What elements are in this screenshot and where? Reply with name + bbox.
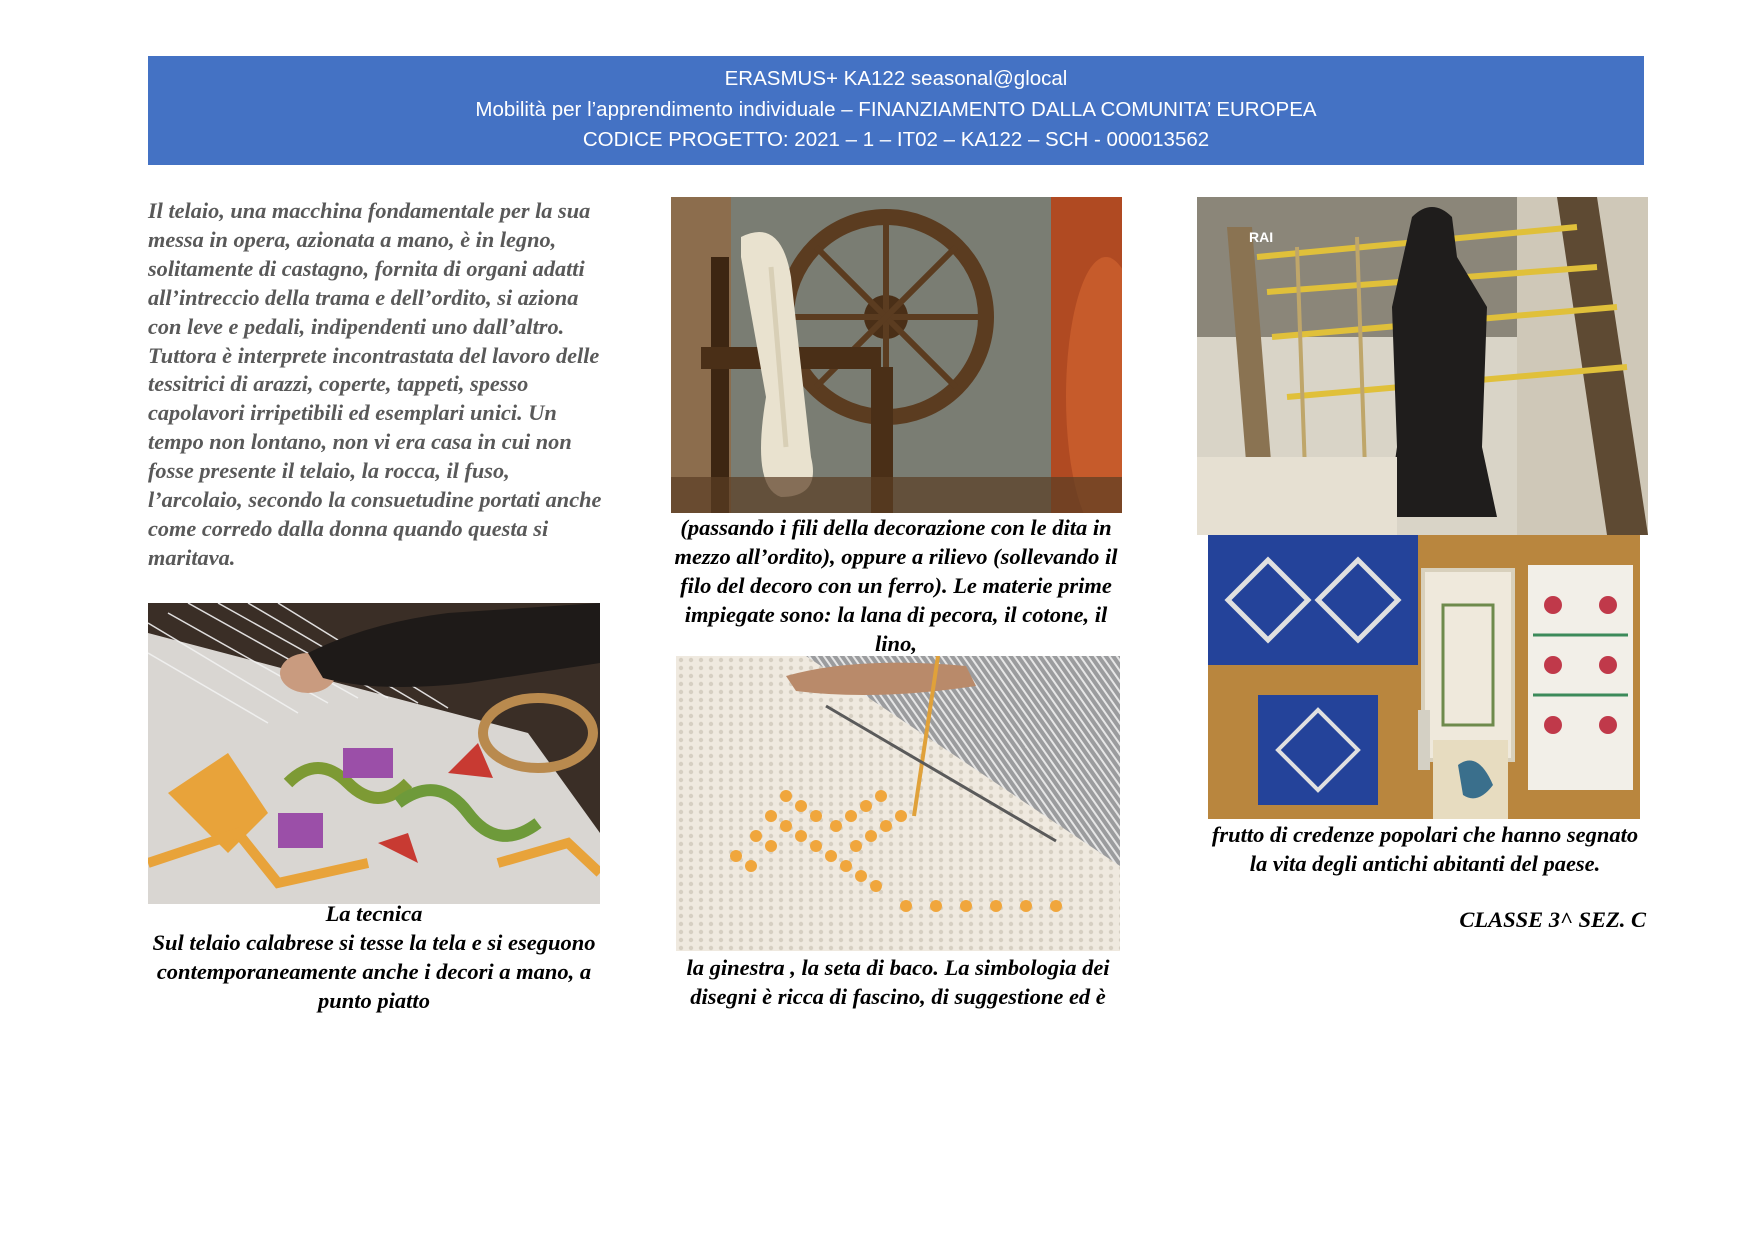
intro-paragraph: Il telaio, una macchina fondamentale per la sua messa in opera, azionata a mano, è in legno, solitamente di castagno, fornita di organi adatti all’intreccio della trama e dell’ordito, si aziona con leve e pedali, indipendenti uno dall’altro. Tuttora è interprete incontrastata del lavoro delle tessitrici di arazzi, coperte, tappeti, spesso capolavori irripetibili ed esemplari unici. Un tempo non lontano, non vi era casa in cui non fosse presente il telaio, la rocca, il fuso, l’arcolaio, secondo la consuetudine portati anche come corredo dalla donna quando questa si maritava.: [148, 198, 602, 570]
project-header: [148, 56, 1644, 165]
tecnica-title: La tecnica: [325, 901, 423, 926]
middle-top-paragraph: (passando i fili della decorazione con le dita in mezzo all’ordito), oppure a rilievo (sollevando il filo del decoro con un ferro). Le materie prime impiegate sono: la lana di pecora, il cotone, il lino,: [674, 515, 1118, 656]
tecnica-paragraph: Sul telaio calabrese si tesse la tela e si eseguono contemporaneamente anche i decori a mano, a punto piatto: [152, 930, 596, 1013]
orange-pattern-weaving-photo: [676, 656, 1120, 951]
tv-logo: RAI: [1249, 229, 1274, 245]
loom-weaver-photo: [1197, 197, 1648, 535]
header-line-3: CODICE PROGETTO: 2021 – 1 – IT02 – KA122 – SCH - 000013562: [582, 128, 1210, 151]
header-line-2: Mobilità per l’apprendimento individuale – FINANZIAMENTO DALLA COMUNITA’ EUROPEA: [475, 97, 1317, 121]
middle-bottom-paragraph: la ginestra , la seta di baco. La simbologia dei disegni è ricca di fascino, di suggestione ed è: [686, 955, 1110, 1009]
hand-weaving-photo: [148, 603, 600, 904]
embroidered-textiles-photo: [1208, 535, 1640, 819]
spinning-wheel-photo: [671, 197, 1122, 513]
header-line-1: ERASMUS+ KA122 seasonal@glocal: [724, 67, 1068, 90]
class-label: CLASSE 3^ SEZ. C: [1459, 907, 1646, 932]
right-paragraph: frutto di credenze popolari che hanno segnato la vita degli antichi abitanti del paese.: [1211, 822, 1639, 876]
